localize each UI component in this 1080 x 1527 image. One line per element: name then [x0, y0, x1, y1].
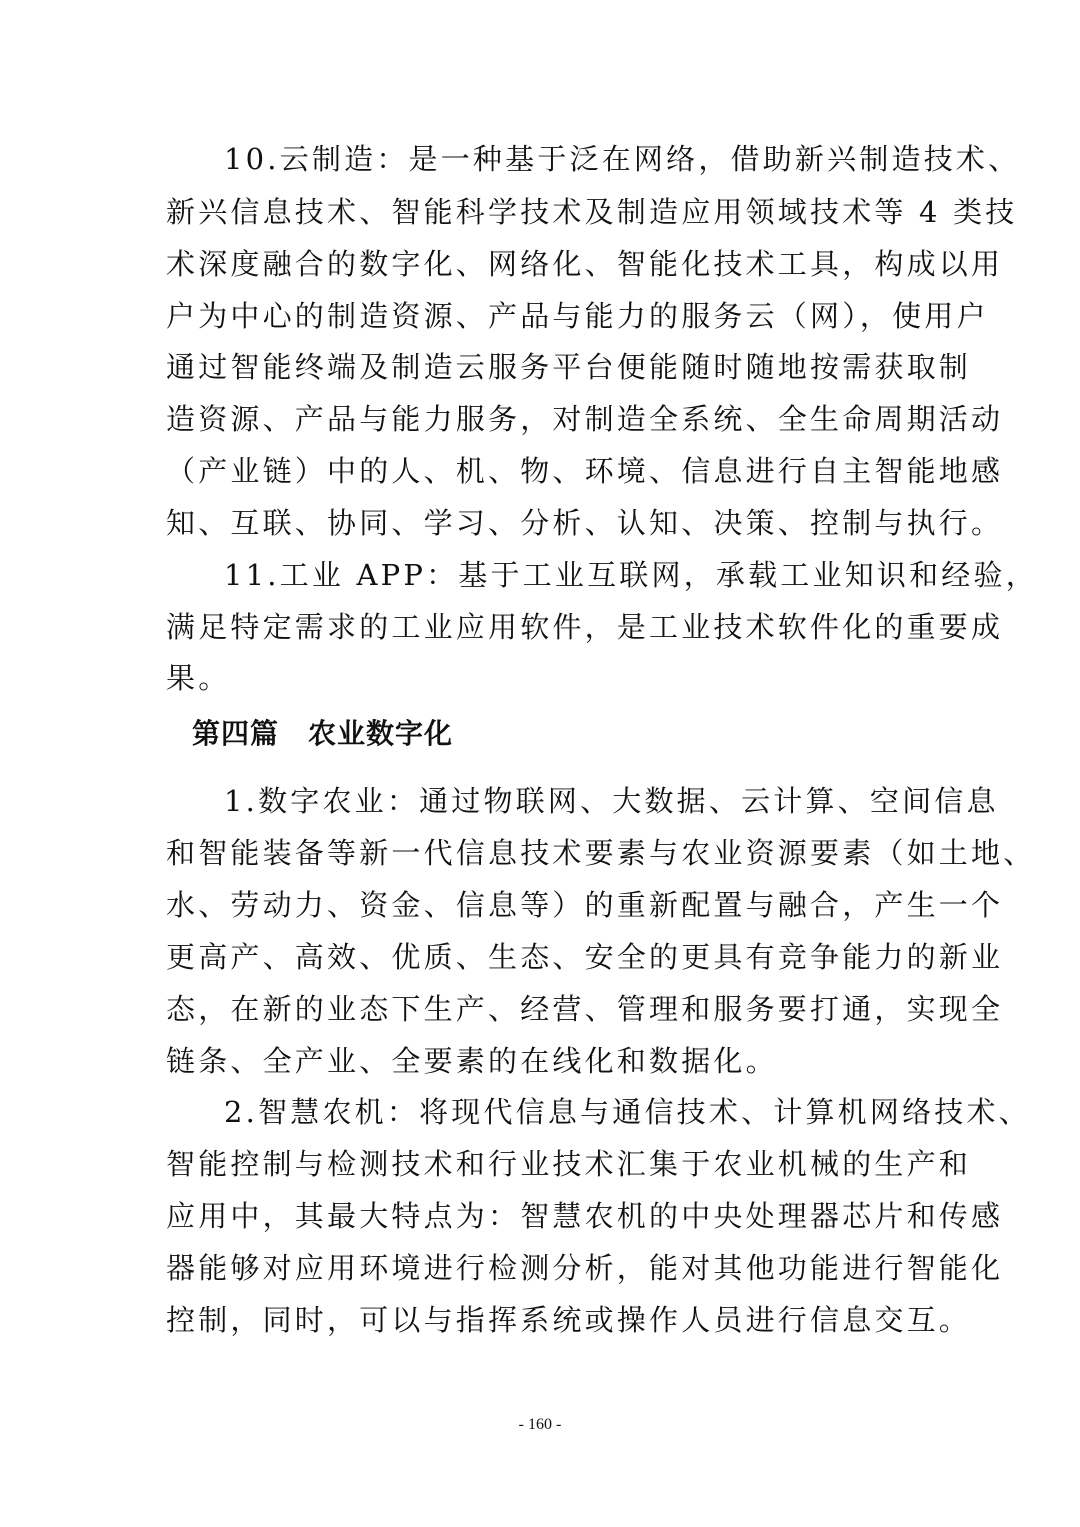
text-line: 通过智能终端及制造云服务平台便能随时随地按需获取制: [166, 350, 972, 384]
text-line: 2.智慧农机：将现代信息与通信技术、计算机网络技术、: [224, 1095, 1031, 1129]
text-line: 果。: [166, 661, 231, 695]
section-heading: 第四篇 农业数字化: [192, 717, 454, 750]
text-line: （产业链）中的人、机、物、环境、信息进行自主智能地感: [166, 454, 1004, 488]
text-line: 新兴信息技术、智能科学技术及制造应用领域技术等 4 类技: [166, 195, 1018, 229]
text-line: 更高产、高效、优质、生态、安全的更具有竞争能力的新业: [166, 940, 1004, 974]
text-line: 器能够对应用环境进行检测分析，能对其他功能进行智能化: [166, 1251, 1004, 1285]
text-line: 满足特定需求的工业应用软件，是工业技术软件化的重要成: [166, 610, 1004, 644]
text-line: 造资源、产品与能力服务，对制造全系统、全生命周期活动: [166, 402, 1004, 436]
text-line: 和智能装备等新一代信息技术要素与农业资源要素（如土地、: [166, 836, 1036, 870]
text-line: 水、劳动力、资金、信息等）的重新配置与融合，产生一个: [166, 888, 1004, 922]
text-line: 链条、全产业、全要素的在线化和数据化。: [166, 1044, 778, 1078]
text-line: 态，在新的业态下生产、经营、管理和服务要打通，实现全: [166, 992, 1004, 1026]
text-line: 术深度融合的数字化、网络化、智能化技术工具，构成以用: [166, 247, 1004, 281]
text-line: 控制，同时，可以与指挥系统或操作人员进行信息交互。: [166, 1303, 972, 1337]
text-line: 11.工业 APP：基于工业互联网，承载工业知识和经验，: [224, 558, 1038, 592]
text-line: 10.云制造：是一种基于泛在网络，借助新兴制造技术、: [224, 142, 1021, 176]
page-number: - 160 -: [518, 1416, 562, 1433]
text-line: 应用中，其最大特点为：智慧农机的中央处理器芯片和传感: [166, 1199, 1004, 1233]
text-line: 知、互联、协同、学习、分析、认知、决策、控制与执行。: [166, 506, 1004, 540]
text-line: 1.数字农业：通过物联网、大数据、云计算、空间信息: [224, 784, 999, 818]
text-line: 户为中心的制造资源、产品与能力的服务云（网），使用户: [166, 299, 989, 333]
text-line: 智能控制与检测技术和行业技术汇集于农业机械的生产和: [166, 1147, 972, 1181]
